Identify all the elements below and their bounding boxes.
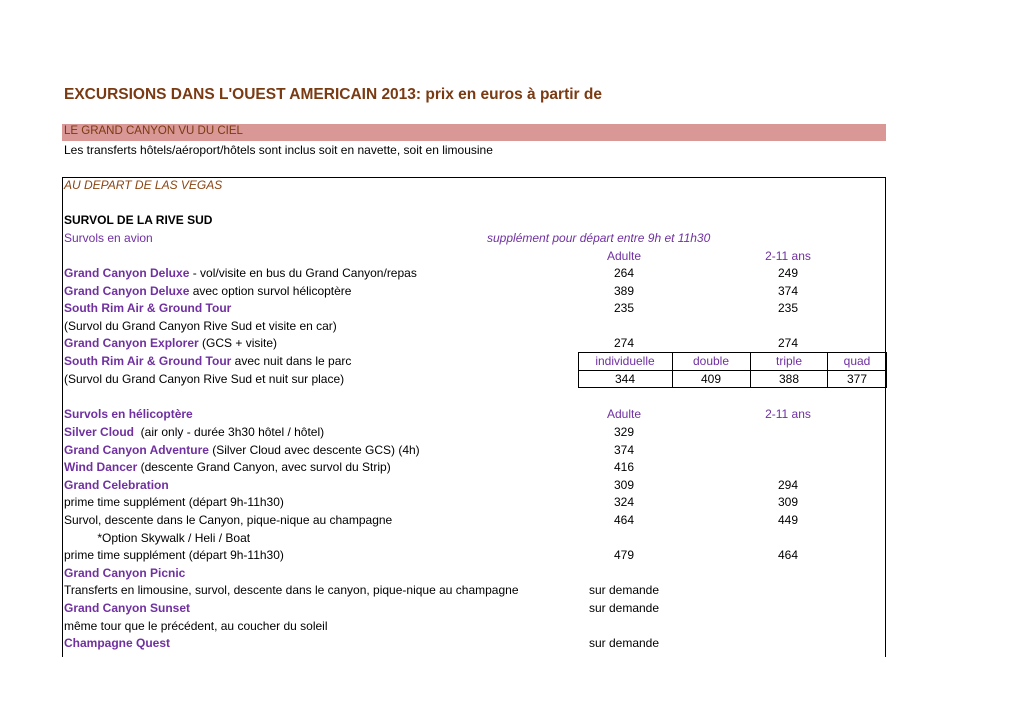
price-adult: 324: [613, 495, 635, 510]
price-adult: sur demande: [588, 583, 660, 598]
table-row: [64, 266, 417, 281]
helico-col-child: 2-11 ans: [765, 407, 811, 421]
room-header-individuelle: individuelle: [595, 354, 655, 368]
table-row: [64, 372, 344, 387]
table-row: [64, 354, 351, 369]
excursion-name: South Rim Air & Ground Tour: [64, 354, 232, 368]
table-row: [64, 425, 324, 440]
excursion-name: Grand Canyon Adventure: [64, 442, 209, 457]
room-header-quad: quad: [843, 354, 871, 368]
room-price-quad: 377: [846, 372, 868, 386]
excursion-name: Grand Celebration: [64, 477, 169, 492]
price-child: 464: [777, 548, 799, 563]
excursion-description: Survol, descente dans le Canyon, pique-nique au champagne: [64, 513, 393, 527]
excursion-name: Silver Cloud: [64, 425, 135, 439]
table-row: [64, 513, 392, 528]
price-adult: 309: [613, 477, 635, 492]
survol-title: SURVOL DE LA RIVE SUD: [64, 213, 213, 227]
price-adult: 374: [613, 442, 635, 457]
helico-col-adult: Adulte: [606, 407, 642, 421]
table-row: [64, 460, 391, 475]
excursion-name: South Rim Air & Ground Tour: [64, 301, 232, 316]
excursion-description: (Silver Cloud avec descente GCS) (4h): [208, 442, 420, 457]
price-adult: 464: [613, 513, 635, 527]
avion-supplement: supplément pour départ entre 9h et 11h30: [487, 231, 711, 245]
excursion-description: - vol/visite en bus du Grand Canyon/repas: [189, 266, 417, 280]
price-adult: 416: [613, 460, 635, 475]
table-row: [64, 319, 337, 334]
room-header-triple: triple: [775, 354, 802, 368]
excursion-description: prime time supplément (départ 9h-11h30): [64, 495, 284, 510]
table-row: [64, 284, 351, 299]
price-adult: sur demande: [588, 636, 660, 651]
avion-heading: Survols en avion: [64, 231, 153, 245]
excursion-description: prime time supplément (départ 9h-11h30): [64, 548, 284, 563]
excursion-name: Grand Canyon Picnic: [64, 565, 186, 580]
section-band-label: LE GRAND CANYON VU DU CIEL: [64, 125, 243, 137]
table-row: [64, 495, 284, 510]
price-child: 294: [777, 477, 799, 492]
excursion-description: (air only - durée 3h30 hôtel / hôtel): [134, 425, 325, 439]
price-child: 249: [777, 266, 799, 280]
price-child: 274: [777, 336, 799, 351]
price-adult: sur demande: [588, 601, 660, 615]
table-row: [64, 636, 170, 651]
table-row: [64, 301, 231, 316]
price-adult: 329: [613, 425, 635, 439]
price-adult: 479: [613, 548, 635, 563]
price-child: 374: [777, 283, 799, 298]
excursion-description: (Survol du Grand Canyon Rive Sud et nuit sur place): [64, 371, 345, 386]
excursion-name: Grand Canyon Deluxe: [64, 283, 190, 298]
price-adult: 389: [613, 283, 635, 298]
room-price-double: 409: [700, 372, 722, 386]
helico-heading: Survols en hélicoptère: [64, 407, 193, 421]
table-row: [64, 619, 328, 634]
section-band: [62, 124, 886, 141]
excursion-description: avec option survol hélicoptère: [189, 283, 352, 298]
table-row: [64, 566, 185, 581]
room-price-individuelle: 344: [614, 372, 636, 386]
table-row: [64, 531, 250, 546]
excursion-name: Champagne Quest: [64, 636, 171, 651]
excursion-description: (GCS + visite): [198, 336, 278, 351]
excursion-description: avec nuit dans le parc: [231, 354, 352, 368]
table-row: [64, 583, 519, 598]
excursion-description: Transferts en limousine, survol, descente dans le canyon, pique-nique au champagne: [64, 583, 519, 598]
table-row: [64, 601, 190, 616]
price-child: 235: [777, 301, 799, 316]
excursion-name: Grand Canyon Explorer: [64, 336, 199, 351]
excursion-description: même tour que le précédent, au coucher du soleil: [64, 618, 328, 633]
departure-heading: AU DEPART DE LAS VEGAS: [64, 178, 223, 192]
excursion-name: Wind Dancer: [64, 460, 138, 475]
table-row: [64, 443, 420, 458]
excursion-name: Grand Canyon Sunset: [64, 601, 191, 615]
excursion-description: (descente Grand Canyon, avec survol du Strip): [137, 460, 391, 475]
price-adult: 235: [613, 301, 635, 316]
price-adult: 274: [613, 336, 635, 351]
price-child: 309: [777, 495, 799, 510]
room-price-triple: 388: [778, 372, 800, 386]
excursion-description: (Survol du Grand Canyon Rive Sud et visite en car): [64, 318, 337, 333]
excursion-description: *Option Skywalk / Heli / Boat: [64, 530, 251, 545]
excursion-name: Grand Canyon Deluxe: [64, 266, 190, 280]
page-title: EXCURSIONS DANS L'OUEST AMERICAIN 2013: prix en euros à partir de: [64, 86, 602, 103]
room-price-grid: [578, 352, 887, 388]
table-row: [64, 478, 169, 493]
avion-col-child: 2-11 ans: [765, 249, 811, 263]
price-child: 449: [777, 513, 799, 527]
room-header-double: double: [692, 354, 730, 368]
price-adult: 264: [613, 266, 635, 280]
intro-text: Les transferts hôtels/aéroport/hôtels sont inclus soit en navette, soit en limousine: [64, 143, 493, 157]
avion-col-adult: Adulte: [606, 249, 642, 263]
table-row: [64, 548, 284, 563]
table-row: [64, 336, 277, 351]
